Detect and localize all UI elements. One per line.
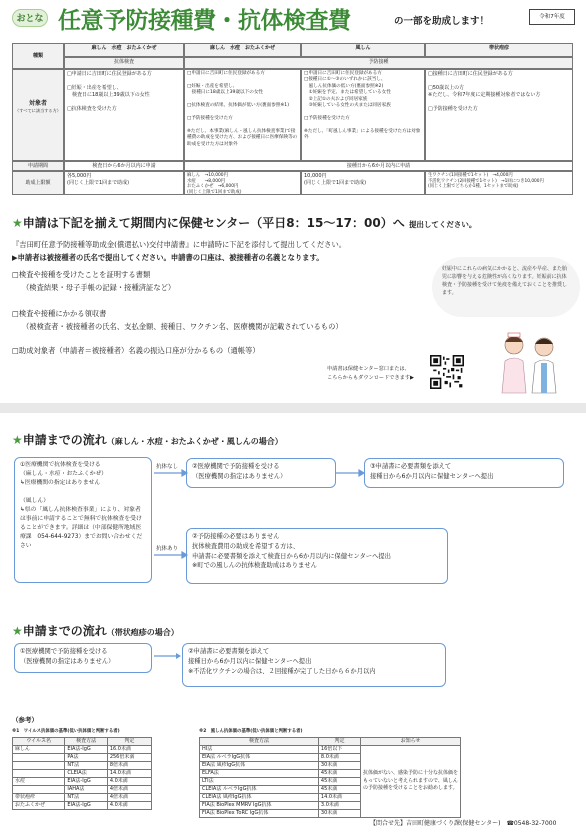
table-row	[13, 802, 152, 810]
table-row	[13, 778, 152, 786]
t1-cell: EIA法-IgG	[65, 746, 107, 754]
t1-cell: 8倍未満	[107, 762, 151, 770]
arrow-right-icon	[182, 470, 187, 476]
reference-title: （参考）	[12, 716, 38, 724]
flow1-step2-box: ②医療機関で予防接種を受ける （医療機関の指定はありません）	[186, 458, 336, 488]
t2-note: 抗体価がない、感染予防に十分な抗体価をもっていないと考えられますので、風しんの予防接種を受けることをお勧めします。	[361, 746, 461, 818]
t1-cell: 水痘	[13, 778, 65, 786]
req-line-4: （検査結果・母子手帳の記録・接種済証など）	[22, 283, 176, 292]
t1-cell: 帯状疱疹	[13, 794, 65, 802]
section-divider	[0, 403, 586, 413]
col-header-type: 種類	[12, 43, 64, 69]
fiscal-year-box: 令和7年度	[529, 9, 575, 25]
t2-cell: EIA法 風疹IgG抗体	[200, 762, 319, 770]
req-line-5: □検査や接種にかかる領収書	[12, 309, 107, 318]
header	[0, 0, 586, 40]
table-row	[200, 746, 461, 754]
t2-cell: 16倍以下	[318, 746, 360, 754]
t2-cell: 14.0未満	[318, 794, 360, 802]
subsidy-table	[12, 43, 573, 195]
requirements-heading-tail: 提出してください。	[408, 220, 477, 229]
col-header-rubella: 風しん	[301, 43, 425, 57]
flow1-heading-sub: （麻しん・水痘・おたふくかぜ・風しんの場合）	[106, 437, 283, 446]
label-has-antibody: 抗体あり	[156, 546, 179, 552]
t2-header: 検査方法	[200, 738, 319, 746]
t2-cell: EIA法 ルベラIgG抗体	[200, 754, 319, 762]
flow2-arrow	[152, 650, 184, 662]
t1-cell	[13, 770, 65, 778]
doctor-icon	[532, 338, 556, 393]
flow2-step2-box: ②申請書に必要書類を添えて 接種日から6か月以内に保健センターへ提出 ※不活化ワクチンの場合は、２回接種が完了した日から６か月以内	[182, 643, 446, 687]
t2-cell: FIA法 BioPlex ToRC IgG抗体	[200, 810, 319, 818]
qr-note: 申請書は保健センター窓口または、 こちらからもダウンロードできます▶	[327, 366, 414, 381]
star-icon: ★	[12, 433, 23, 447]
t2-cell: 3.0未満	[318, 802, 360, 810]
table-row	[13, 786, 152, 794]
nurse-icon	[502, 333, 526, 393]
t1-cell: 4.0未満	[107, 802, 151, 810]
req-line-2: ▶申請者は被接種者の氏名で提出してください。申請書の口座は、被接種者の名義となります。	[12, 253, 324, 262]
req-line-1: 『吉田町任意予防接種等助成金(償還払い)交付申請書』に申請時に下記を添付して提出してください。	[12, 240, 347, 249]
target-cell-rubella: □申請日に吉田町に住民登録がある方 □接種日に①～③のいずれかに該当し、 風しん抗体価の低い方(裏面参照※2) ①妊娠を予定、または希望している女性 ②上記①の夫および同居家族 ③妊娠している女性の夫または同居家族 □予防接種を受けた方 ※ただし、「町風しん事業」による接種を受けた方は対象外	[301, 69, 425, 161]
arrow-right-icon	[359, 470, 364, 476]
t1-header: 判定	[107, 738, 151, 746]
t2-cell: 45未満	[318, 770, 360, 778]
target-cell-test: □申請日に吉田町に住民登録がある方 □妊娠・出産を希望し、 検査日に18歳以上39歳以下の女性 □抗体検査を受けた方	[64, 69, 184, 161]
amount-cell-vaccine: 麻しん →10,000円 水痘 →8,000円 おたふくかぜ →6,000円 (同じく上限で1回まで助成)	[184, 171, 301, 195]
arrow-right-icon	[176, 653, 181, 659]
row-label-target: 対象者	[28, 100, 47, 107]
t1-cell	[13, 786, 65, 794]
t2-cell: 8.0未満	[318, 754, 360, 762]
t1-cell: NT法	[65, 762, 107, 770]
t1-cell	[13, 762, 65, 770]
star-icon: ★	[12, 216, 23, 230]
flow1-heading-text: 申請までの流れ	[22, 433, 107, 447]
t2-cell: 30未満	[318, 810, 360, 818]
amount-cell-test: 各5,000円 (同じく上限で1回まで助成)	[64, 171, 184, 195]
flow1-step2-alt-box: ②予防接種の必要はありません 抗体検査費用の助成を希望する方は、 申請書に必要書類を添えて検査日から6か月以内に保健センターへ提出 ※町での風しんの抗体検査助成はありません	[186, 528, 448, 584]
period-cell-vaccine: 接種日から6か月以内に申請	[184, 161, 573, 171]
page-subtitle: の一部を助成します！	[394, 16, 490, 27]
t1-header: ウイルス名	[13, 738, 65, 746]
t1-cell: 4倍未満	[107, 794, 151, 802]
t1-cell: EIA法-IgG	[65, 802, 107, 810]
t2-cell: 45未満	[318, 778, 360, 786]
sub-header-vaccination: 予防接種	[184, 57, 573, 69]
target-cell-vaccine: □申請日に吉田町に住民登録がある方 □妊娠・出産を希望し、 接種日に18歳以上39歳以下の女性 □抗体検査の結果、抗体価が低い方(裏面参照※1) □予防接種を受けた方 ※ただし、本事業(麻しん・風しん抗体検査事業)で接種費の助成を受けた方、および接種日に医療保険等の助成を受けた方は対象外	[184, 69, 301, 161]
flow2-heading-text: 申請までの流れ	[22, 624, 107, 638]
sub-header-antibody-test: 抗体検査	[64, 57, 184, 69]
rubella-criteria-table	[199, 737, 461, 818]
contact-info: 【問合せ先】吉田町健康づくり課(保健センター) ☎0548-32-7000	[370, 820, 557, 827]
flow2-step1-box: ①医療機関で予防接種を受ける （医療機関の指定はありません）	[14, 643, 152, 673]
table-row	[13, 770, 152, 778]
t2-cell: LTI法	[200, 778, 319, 786]
t2-cell: FIA法 BioPlex MMRV IgG抗体	[200, 802, 319, 810]
table-row	[13, 762, 152, 770]
req-line-3: □検査や接種を受けたことを証明する書類	[12, 270, 151, 279]
flow1-step3-box: ③申請書に必要書類を添えて 接種日から6か月以内に保健センターへ提出	[364, 458, 564, 488]
antibody-criteria-table	[12, 737, 152, 810]
table-row	[13, 746, 152, 754]
col-header-test: 麻しん 水痘 おたふくかぜ	[64, 43, 184, 57]
amount-cell-rubella: 10,000円 (同じく上限で1回まで助成)	[301, 171, 425, 195]
flow2-heading	[12, 622, 179, 639]
amount-cell-shingles: 生ワクチン(1回接種で1セット) →4,000円 不活化ワクチン(2回接種で1セット) →1回につき10,000円 (同じく上限でどちらか1種、1セットまで助成)	[425, 171, 573, 195]
table-row	[13, 794, 152, 802]
audience-badge: おとな	[12, 9, 48, 27]
t1-cell: 256倍未満	[107, 754, 151, 762]
t2-cell: ELFA法	[200, 770, 319, 778]
flow1-heading	[12, 431, 283, 448]
requirements-heading	[12, 214, 476, 231]
target-cell-shingles: □接種日に吉田町に住民登録がある方 □50歳以上の方 ※ただし、令和7年度に定期接種対象者ではない方 □予防接種を受けた方	[425, 69, 573, 161]
t2-cell: CLEIA法 風疹IgG抗体	[200, 794, 319, 802]
flow2-heading-sub: （帯状疱疹の場合）	[106, 628, 179, 637]
reference-table1-caption: ※1 ワイルス抗体価の基準(低い抗体価と判断する者)	[12, 729, 120, 734]
t1-cell: おたふくかぜ	[13, 802, 65, 810]
t1-cell: 4.0未満	[107, 778, 151, 786]
t1-cell	[13, 754, 65, 762]
t1-header: 検査方法	[65, 738, 107, 746]
row-label-amount: 助成上限額	[12, 171, 64, 195]
t1-cell: IAHA法	[65, 786, 107, 794]
t2-cell: 45未満	[318, 786, 360, 794]
t1-cell: NT法	[65, 794, 107, 802]
t1-cell: EIA法-IgG	[65, 778, 107, 786]
arrow-right-icon	[182, 552, 187, 558]
row-label-period: 申請期間	[12, 161, 64, 171]
req-line-6: （被検査者・被接種者の氏名、支払金額、接種日、ワクチン名、医療機関が記載されているもの）	[22, 322, 343, 331]
t1-cell: 麻しん	[13, 746, 65, 754]
t1-cell: 16.0未満	[107, 746, 151, 754]
requirements-heading-text: 申請は下記を揃えて期間内に保健センター（平日8：15～17：00）へ	[22, 216, 405, 230]
period-cell-test: 検査日から6か月以内に申請	[64, 161, 184, 171]
t2-header: 判定	[318, 738, 360, 746]
t1-cell: 14.0未満	[107, 770, 151, 778]
t1-cell: 4倍未満	[107, 786, 151, 794]
medical-staff-illustration	[494, 325, 564, 397]
label-no-antibody: 抗体なし	[156, 464, 179, 470]
flow1-step1-box: ①医療機関で抗体検査を受ける （麻しん・水痘・おたふくかぜ） ↳医療機関の指定はありません （風しん） ↳県の「風しん抗体検査事業」により、対象者は事前に申請することで無料で抗体検査を受けることができます。詳細は（中部保健所地域医療課 054-644-9273）までお問い合わせください	[14, 457, 152, 583]
col-header-vaccine: 麻しん 水痘 おたふくかぜ	[184, 43, 301, 57]
t2-cell: CLEIA法 ルベラIgG抗体	[200, 786, 319, 794]
qr-code-icon[interactable]	[430, 355, 464, 389]
t2-cell: 30未満	[318, 762, 360, 770]
flow1-arrows	[152, 455, 367, 585]
t1-cell: CLEIA法	[65, 770, 107, 778]
col-header-shingles: 帯状疱疹	[425, 43, 573, 57]
row-header-target	[12, 69, 64, 161]
star-icon: ★	[12, 624, 23, 638]
row-label-target-note: （すべてに該当する方）	[15, 108, 61, 114]
pregnancy-note-bubble: 妊娠中にこれらの病気にかかると、流産や早産、また胎児に影響を与える危険性が高くなります。妊娠前に抗体検査・予防接種を受けて免疫を備えておくことを推奨します。	[432, 257, 580, 317]
table-row	[13, 754, 152, 762]
t2-header: お知らせ	[361, 738, 461, 746]
t1-cell: PA法	[65, 754, 107, 762]
t2-cell: HI法	[200, 746, 319, 754]
req-line-7: □助成対象者（申請者＝被接種者）名義の振込口座が分かるもの（通帳等）	[12, 346, 260, 355]
page-title: 任意予防接種費・抗体検査費	[58, 8, 351, 34]
reference-table2-caption: ※2 風しん抗体価の基準(低い抗体価と判断する者)	[199, 729, 303, 734]
